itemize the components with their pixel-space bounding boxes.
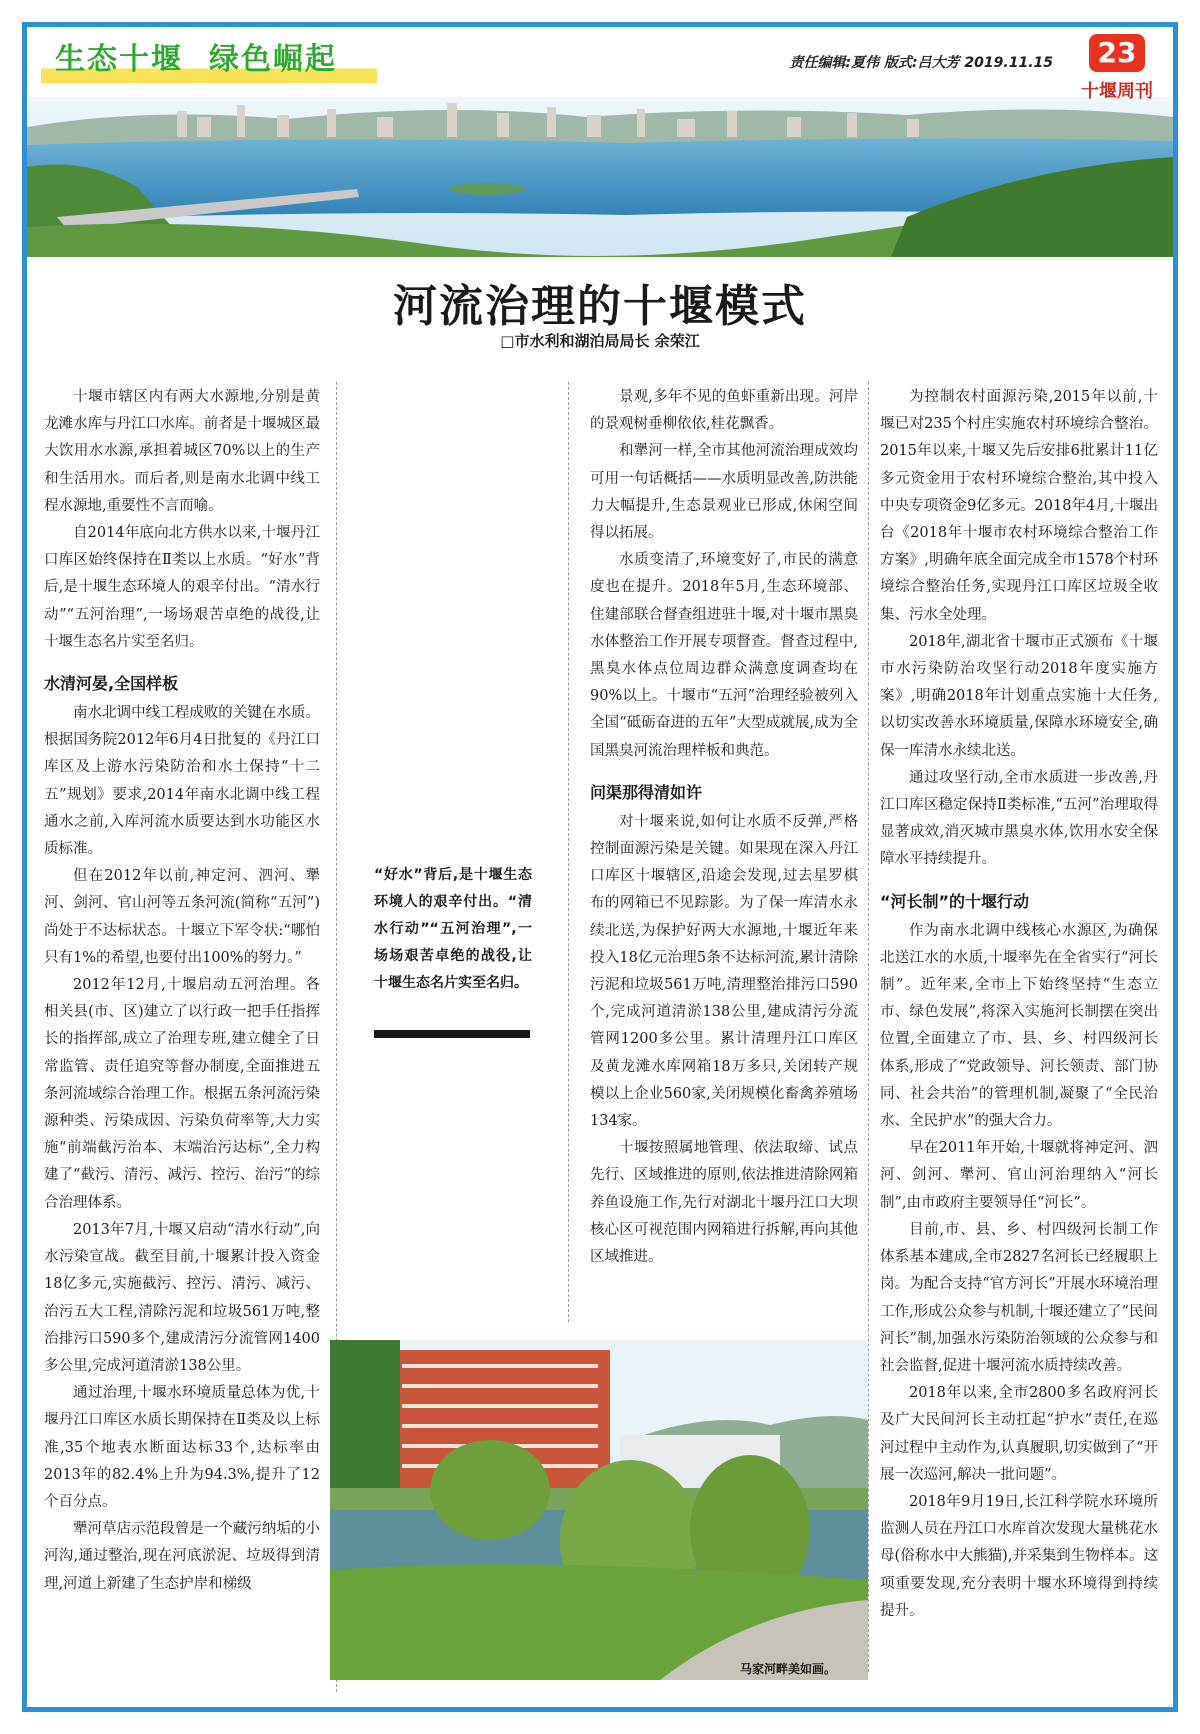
paragraph: 景观,多年不见的鱼虾重新出现。河岸的景观树垂柳依依,桂花飘香。 [590,389,858,433]
paragraph: 为控制农村面源污染,2015年以前,十堰已对235个村庄实施农村环境综合整治。2015年以来,十堰又先后安排6批累计11亿多元资金用于农村环境综合整治,其中投入中央专项资金9亿多元。2018年4月,十堰出台《2018年十堰市农村环境综合整治工作方案》,明确年底全面完成全市1578个村环境综合整治任务,实现丹江口库区垃圾全收集、污水全处理。 [880,389,1158,623]
paper-name: 十堰周刊 [1081,81,1153,102]
photo-caption: 马家河畔美如画。 [740,1662,837,1676]
paragraph: 自2014年底向北方供水以来,十堰丹江口库区始终保持在Ⅱ类以上水质。“好水”背后,是十堰生态环境人的艰辛付出。“清水行动”“五河治理”,一场场艰苦卓绝的战役,让十堰生态名片实至名归。 [44,525,320,650]
riverside-photo [330,1340,868,1680]
page-header [27,27,1173,257]
paragraph: 犟河草店示范段曾是一个藏污纳垢的小河沟,通过整治,现在河底淤泥、垃圾得到清理,河道上新建了生态护岸和梯级 [44,1521,320,1592]
paragraph: 2018年以来,全市2800多名政府河长及广大民间河长主动扛起“护水”责任,在巡河过程中主动作为,认真履职,切实做到了“开展一次巡河,解决一批问题”。 [880,1385,1158,1483]
section-heading: 水清河晏,全国样板 [44,674,179,694]
paragraph: 十堰按照属地管理、依法取缔、试点先行、区域推进的原则,依法推进清除网箱养鱼设施工作,先行对湖北十堰丹江口大坝核心区可视范围内网箱进行拆解,再向其他区域推进。 [590,1140,858,1266]
paragraph: 但在2012年以前,神定河、泗河、犟河、剑河、官山河等五条河流(简称“五河”)尚处于不达标状态。十堰立下军令状:“哪怕只有1%的希望,也要付出100%的努力。” [44,868,320,966]
banner-right-text: 绿色崛起 [209,42,337,77]
column-4 [880,384,1158,1625]
city-panorama-image [27,97,1173,257]
banner-left-text: 生态十堰 [55,42,183,77]
paragraph: 十堰市辖区内有两大水源地,分别是黄龙滩水库与丹江口水库。前者是十堰城区最大饮用水水源,承担着城区70%以上的生产和生活用水。而后者,则是南水北调中线工程水源地,重要性不言而喻。 [44,389,320,514]
section-banner [41,37,377,83]
paragraph: 通过治理,十堰水环境质量总体为优,十堰丹江口库区水质长期保持在Ⅱ类及以上标准,35个地表水断面达标33个,达标率由2013年的82.4%上升为94.3%,提升了12个百分点。 [44,1385,320,1510]
paragraph: 南水北调中线工程成败的关键在水质。根据国务院2012年6月4日批复的《丹江口库区及上游水污染防治和水土保持“十二五”规划》要求,2014年南水北调中线工程通水之前,入库河流水质要达到水功能区水质标准。 [44,705,320,858]
section-heading: “河长制”的十堰行动 [880,891,1030,911]
paragraph: 通过攻坚行动,全市水质进一步改善,丹江口库区稳定保持Ⅱ类标准,“五河”治理取得显著成效,消灭城市黑臭水体,饮用水安全保障水平持续提升。 [880,769,1158,868]
paragraph: 2018年,湖北省十堰市正式颁布《十堰市水污染防治攻坚行动2018年度实施方案》,明确2018年计划重点实施十大任务,以切实改善水环境质量,保障水环境安全,确保一库清水永续北送。 [880,633,1158,759]
paragraph: 早在2011年开始,十堰就将神定河、泗河、剑河、犟河、官山河治理纳入“河长制”,由市政府主要领导任“河长”。 [880,1140,1158,1211]
paragraph: 对十堰来说,如何让水质不反弹,严格控制面源污染是关键。如果现在深入丹江口库区十堰辖区,沿途会发现,过去星罗棋布的网箱已不见踪影。为了保一库清水永续北送,为保护好两大水源地,十堰近年来投入18亿元治理5条不达标河流,累计清除污泥和垃圾561万吨,清理整治排污口590个,完成河道清淤138公里,建成清污分流管网1200多公里。累计清理丹江口库区及黄龙滩水库网箱18万多只,关闭转产规模以上企业560家,关闭规模化畜禽养殖场134家。 [590,813,858,1130]
article-title: 河流治理的十堰模式 [393,281,807,332]
paragraph: 作为南水北调中线核心水源区,为确保北送江水的水质,十堰率先在全省实行“河长制”。近年来,全市上下始终坚持“生态立市、绿色发展”,将深入实施河长制摆在突出位置,全面建立了市、县、乡、村四级河长体系,形成了“党政领导、河长领责、部门协同、社会共治”的管理机制,凝聚了“全民治水、全民护水”的强大合力。 [880,922,1158,1130]
article-byline: □市水利和湖泊局局长 余荣江 [500,332,700,350]
paragraph: 水质变清了,环境变好了,市民的满意度也在提升。2018年5月,生态环境部、住建部联合督查组进驻十堰,对十堰市黑臭水体整治工作开展专项督查。督查过程中,黑臭水体点位周边群众满意度调查均在90%以上。十堰市“五河”治理经验被列入全国“砥砺奋进的五年”大型成就展,成为全国黑臭河流治理样板和典范。 [590,552,858,759]
page-number: 23 [1089,34,1145,72]
column-divider [568,382,569,1322]
paragraph: 2018年9月19日,长江科学院水环境所监测人员在丹江口水库首次发现大量桃花水母(俗称水中大熊猫),并采集到生物样本。这项重要发现,充分表明十堰水环境得到持续提升。 [880,1493,1158,1619]
paragraph: 2013年7月,十堰又启动“清水行动”,向水污染宣战。截至目前,十堰累计投入资金18亿多元,实施截污、控污、清污、减污、治污五大工程,清除污泥和垃圾561万吨,整治排污口590多个,建成清污分流管网1400多公里,完成河道清淤138公里。 [44,1221,320,1374]
column-1 [44,384,320,1598]
pull-quote-rule [374,1030,530,1038]
paragraph: 2012年12月,十堰启动五河治理。各相关县(市、区)建立了以行政一把手任指挥长的指挥部,成立了治理专班,建立健全了日常监管、责任追究等督办制度,全面推进五条河流域综合治理工作。根据五条河流污染源种类、污染成因、污染负荷率等,大力实施“前端截污治本、末端治污达标”,全力构建了“截污、清污、减污、控污、治污”的综合治理体系。 [44,977,320,1211]
pull-quote: “好水”背后,是十堰生态环境人的艰辛付出。“清水行动”“五河治理”,一场场艰苦卓绝的战役,让十堰生态名片实至名归。 [374,867,532,991]
column-3 [590,384,858,1271]
paragraph: 和犟河一样,全市其他河流治理成效均可用一句话概括——水质明显改善,防洪能力大幅提升,生态景观业已形成,休闲空间得以拓展。 [590,443,858,542]
column-divider [868,382,869,1672]
editor-meta: 责任编辑:夏伟 版式:吕大芳 2019.11.15 [789,55,1053,71]
section-heading: 问渠那得清如许 [590,782,703,802]
paragraph: 目前,市、县、乡、村四级河长制工作体系基本建成,全市2827名河长已经履职上岗。为配合支持“官方河长”开展水环境治理工作,形成公众参与机制,十堰还建立了“民间河长”制,加强水污染防治领域的公众参与和社会监督,促进十堰河流水质持续改善。 [880,1221,1158,1374]
